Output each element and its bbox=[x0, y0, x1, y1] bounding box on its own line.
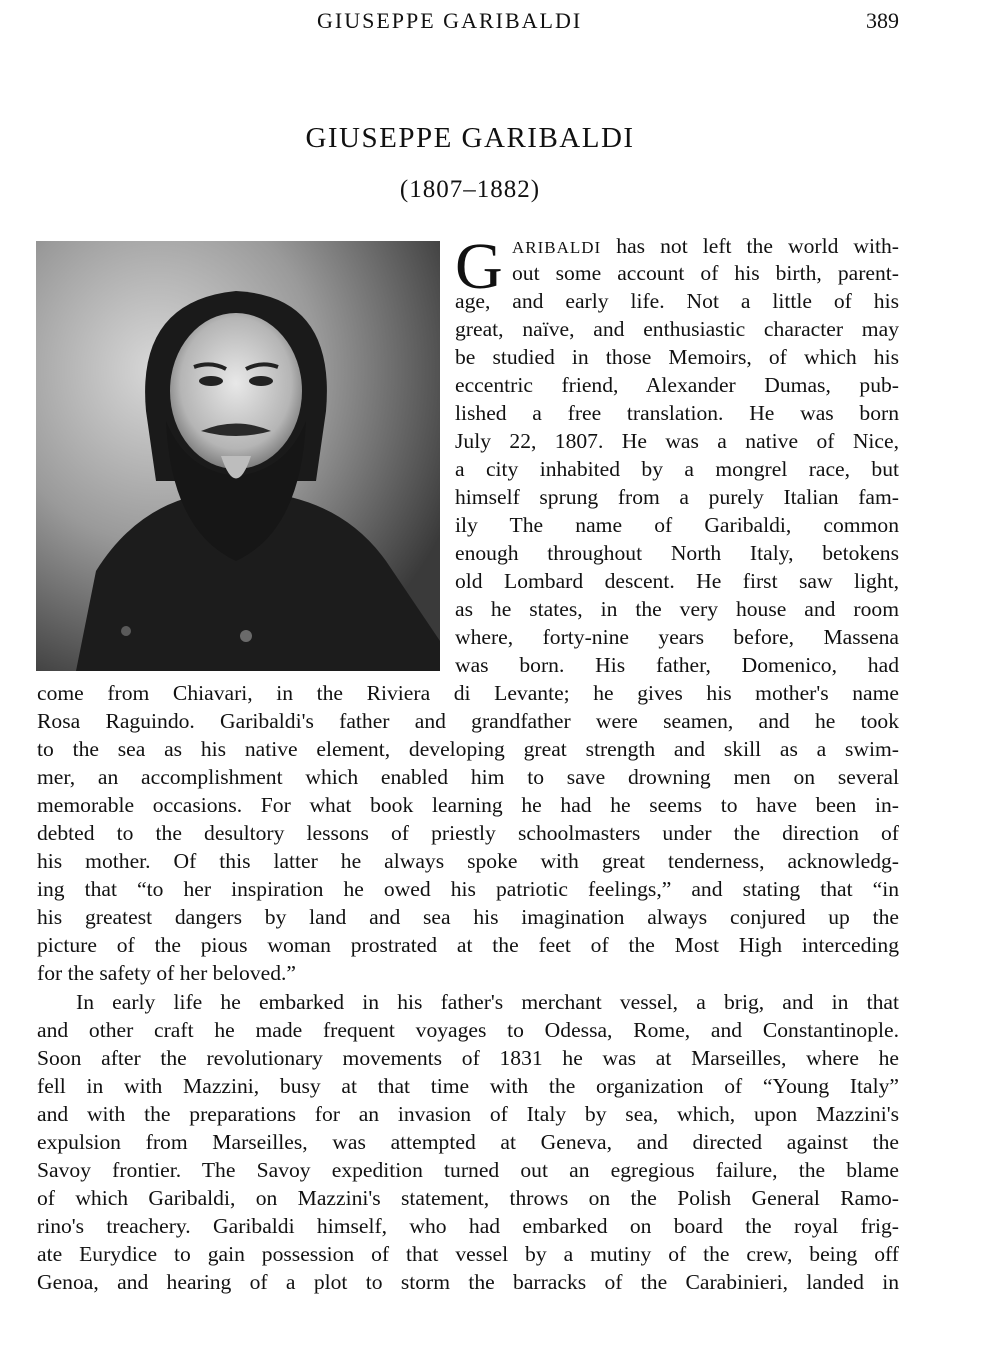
portrait-image bbox=[36, 241, 440, 671]
body-line: old Lombard descent. He first saw light, bbox=[455, 569, 899, 593]
body-line: ARIBALDI has not left the world with- bbox=[512, 234, 899, 258]
body-line: expulsion from Marseilles, was attempted at Geneva, and directed against the bbox=[37, 1130, 899, 1154]
body-line: rino's treachery. Garibaldi himself, who had embarked on board the royal frig- bbox=[37, 1214, 899, 1238]
drop-cap: G bbox=[455, 230, 503, 303]
body-line: age, and early life. Not a little of his bbox=[455, 289, 899, 313]
body-line: great, naïve, and enthusiastic character may bbox=[455, 317, 899, 341]
body-line: debted to the desultory lessons of priestly schoolmasters under the direction of bbox=[37, 821, 899, 845]
body-line: enough throughout North Italy, betokens bbox=[455, 541, 899, 565]
body-line: of which Garibaldi, on Mazzini's statement, throws on the Polish General Ramo- bbox=[37, 1186, 899, 1210]
body-line: his greatest dangers by land and sea his imagination always conjured up the bbox=[37, 905, 899, 929]
body-line: eccentric friend, Alexander Dumas, pub- bbox=[455, 373, 899, 397]
body-line: his mother. Of this latter he always spoke with great tenderness, acknowledg- bbox=[37, 849, 899, 873]
body-line: to the sea as his native element, developing great strength and skill as a swim- bbox=[37, 737, 899, 761]
body-line: Genoa, and hearing of a plot to storm the barracks of the Carabinieri, landed in bbox=[37, 1270, 899, 1294]
running-head-title: GIUSEPPE GARIBALDI bbox=[317, 8, 583, 33]
body-line: July 22, 1807. He was a native of Nice, bbox=[455, 429, 899, 453]
body-line: himself sprung from a purely Italian fam- bbox=[455, 485, 899, 509]
body-line: a city inhabited by a mongrel race, but bbox=[455, 457, 899, 481]
body-line: out some account of his birth, parent- bbox=[512, 261, 899, 285]
body-line: ate Eurydice to gain possession of that vessel by a mutiny of the crew, being off bbox=[37, 1242, 899, 1266]
running-head bbox=[0, 8, 995, 38]
body-line: Savoy frontier. The Savoy expedition turned out an egregious failure, the blame bbox=[37, 1158, 899, 1182]
body-line: Rosa Raguindo. Garibaldi's father and grandfather were seamen, and he took bbox=[37, 709, 899, 733]
body-line: ily The name of Garibaldi, common bbox=[455, 513, 899, 537]
body-line: picture of the pious woman prostrated at the feet of the Most High interceding bbox=[37, 933, 899, 957]
body-line: come from Chiavari, in the Riviera di Levante; he gives his mother's name bbox=[37, 681, 899, 705]
body-line: where, forty-nine years before, Massena bbox=[455, 625, 899, 649]
body-line: In early life he embarked in his father's merchant vessel, a brig, and in that bbox=[76, 990, 899, 1014]
body-line: and with the preparations for an invasion of Italy by sea, which, upon Mazzini's bbox=[37, 1102, 899, 1126]
body-line: ing that “to her inspiration he owed his patriotic feelings,” and stating that “in bbox=[37, 877, 899, 901]
article-title: GIUSEPPE GARIBALDI bbox=[305, 122, 635, 154]
body-line: fell in with Mazzini, busy at that time with the organization of “Young Italy” bbox=[37, 1074, 899, 1098]
body-line: lished a free translation. He was born bbox=[455, 401, 899, 425]
body-line: Soon after the revolutionary movements of 1831 he was at Marseilles, where he bbox=[37, 1046, 899, 1070]
body-line: for the safety of her beloved.” bbox=[37, 961, 297, 985]
body-line: was born. His father, Domenico, had bbox=[455, 653, 899, 677]
page-number: 389 bbox=[866, 8, 899, 33]
article-dates: (1807–1882) bbox=[399, 176, 541, 203]
body-line: mer, an accomplishment which enabled him to save drowning men on several bbox=[37, 765, 899, 789]
body-line: and other craft he made frequent voyages to Odessa, Rome, and Constantinople. bbox=[37, 1018, 899, 1042]
body-line: be studied in those Memoirs, of which his bbox=[455, 345, 899, 369]
portrait-illustration bbox=[36, 241, 440, 671]
body-line: as he states, in the very house and room bbox=[455, 597, 899, 621]
body-line: memorable occasions. For what book learning he had he seems to have been in- bbox=[37, 793, 899, 817]
